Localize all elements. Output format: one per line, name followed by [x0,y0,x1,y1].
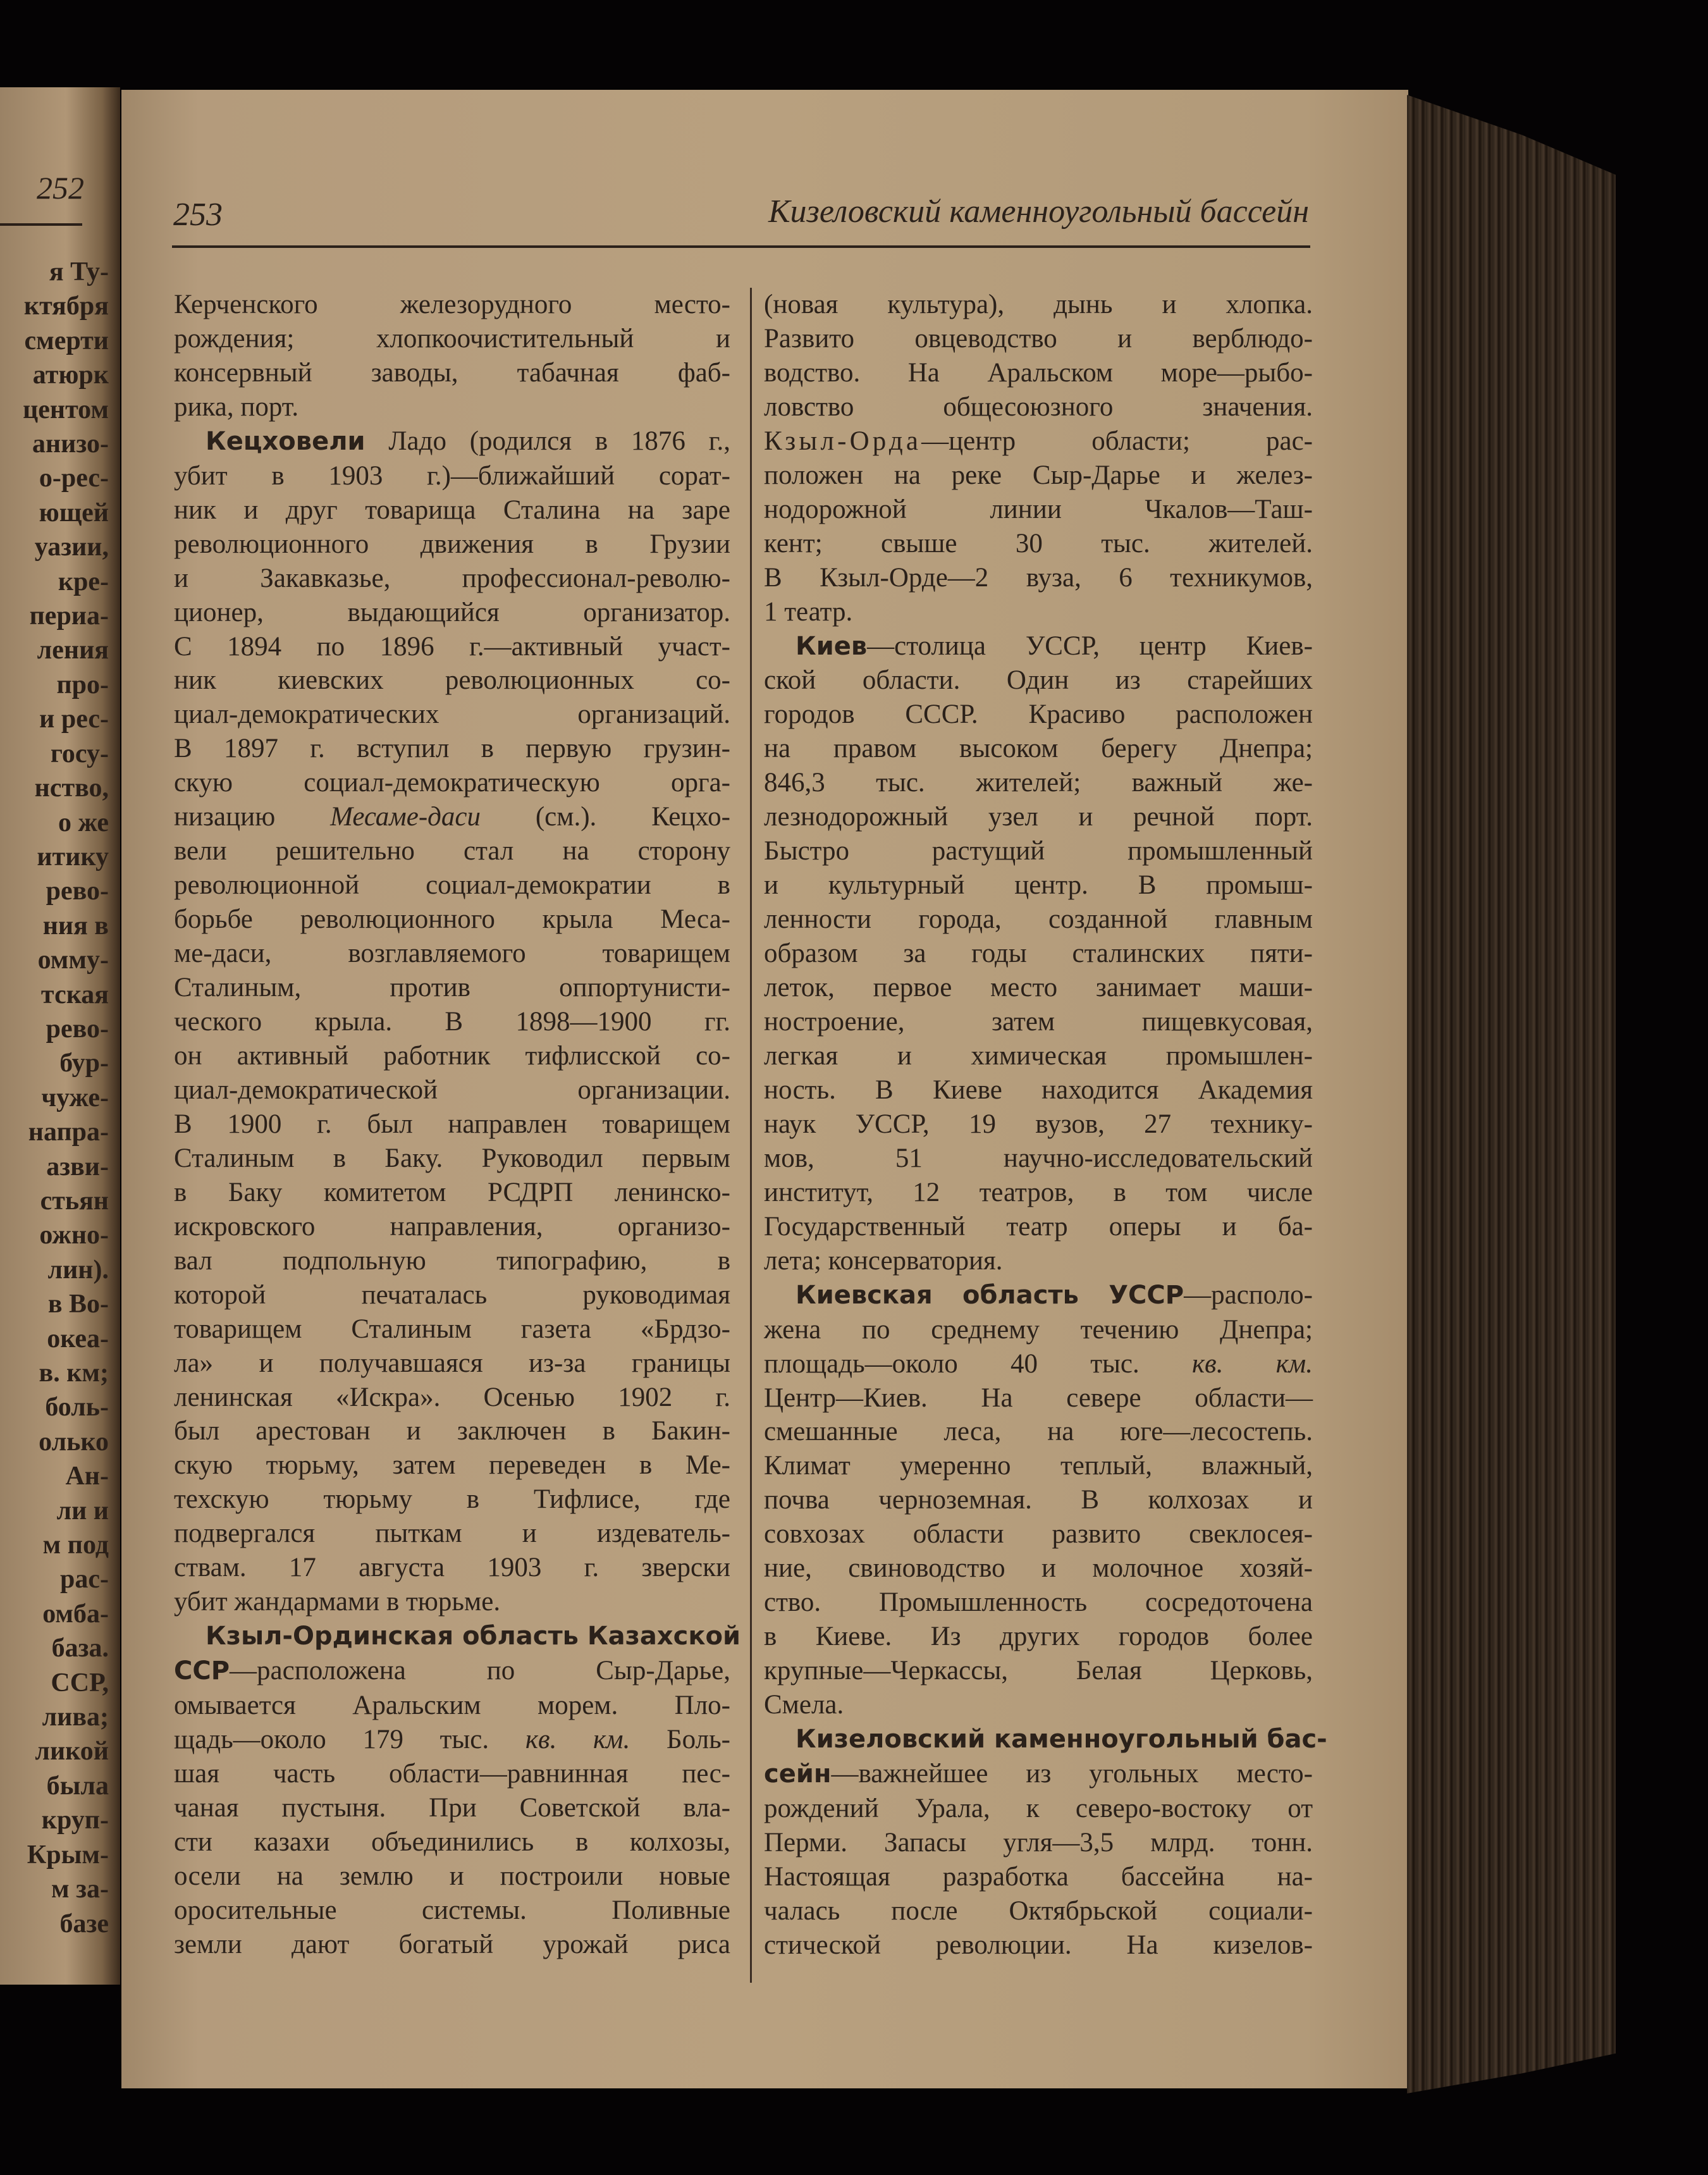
line-text: ник и друг товарища Сталина на заре [174,495,730,525]
left-column [174,288,740,1962]
left-page-fragment: рас- [60,1565,109,1594]
left-page-fragment: в. км; [39,1359,109,1388]
line-text: стической революции. На кизелов- [764,1930,1313,1960]
line-text: лета; консерватория. [764,1245,1003,1276]
text-line [174,1825,730,1859]
line-text: оросительные системы. Поливные [174,1895,730,1925]
line-text: почва черноземная. В колхозах и [764,1485,1313,1515]
text-line [764,1210,1313,1244]
text-line [174,698,730,732]
text-line [764,1894,1313,1928]
line-text: циал-демократических организаций. [174,699,730,730]
line-text: ствам. 17 августа 1903 г. зверски [174,1553,730,1583]
entry-headword: Киев [796,631,868,661]
line-text: (новая культура), дынь и хлопка. [764,290,1313,319]
italic-text: кв. км. [1191,1348,1313,1379]
text-line [174,1312,730,1346]
left-page-fragment: смерти [24,326,109,355]
text-line [174,356,730,390]
line-text: лезнодорожный узел и речной порт. [764,802,1313,832]
left-page-fragment: ожно- [39,1221,109,1250]
line-text: убит жандармами в тюрьме. [174,1587,501,1617]
text-line [174,527,730,562]
running-title: Кизеловский каменноугольный бассейн [768,194,1309,230]
right-column [764,288,1327,1962]
text-line [764,1107,1313,1142]
text-line [764,868,1313,903]
left-page-fragment: океа- [47,1324,109,1353]
left-page-fragment: омму- [37,946,109,975]
left-page-fragment: бур- [59,1049,109,1078]
text-line [174,1723,730,1757]
line-text: —располо- [1184,1279,1313,1310]
left-page-fragment: ющей [39,498,109,527]
text-line [764,322,1313,356]
text-line [764,1176,1313,1210]
text-line [174,1551,730,1585]
line-text: леток, первое место занимает маши- [764,973,1313,1003]
line-text: —расположена по Сыр-Дарье, [230,1656,730,1686]
text-line [174,766,730,800]
text-line [764,903,1313,937]
line-text: низацию [174,802,331,832]
left-page-fragment: круп- [41,1806,109,1835]
line-text: вал подпольную типографию, в [174,1245,730,1276]
line-text: скую социал-демократическую орга- [174,768,730,798]
line-text: смешанные леса, на юге—лесостепь. [764,1417,1313,1447]
text-line [174,390,730,424]
page-number: 253 [173,197,223,233]
left-page-fragment: чуже- [41,1083,109,1112]
line-text: образом за годы сталинских пяти- [764,939,1313,969]
text-line [764,1278,1313,1313]
line-text: ческого крыла. В 1898—1900 гг. [174,1007,730,1037]
left-page-fragment: стьян [40,1186,109,1216]
line-text: кент; свыше 30 тыс. жителей. [764,528,1313,558]
entry-headword: Киевская область УССР [796,1280,1184,1310]
entry-headword: сейн [764,1759,832,1789]
text-line [174,1107,730,1142]
line-text: С 1894 по 1896 г.—активный участ- [174,631,730,662]
line-text: рождений Урала, к северо-востоку от [764,1793,1313,1823]
text-line [764,1142,1313,1176]
text-line [174,1176,730,1210]
text-line [174,1482,730,1517]
line-text: революционной социал-демократии в [174,870,730,901]
text-line [764,390,1313,424]
text-line [764,937,1313,971]
entry-headword: ССР [174,1656,230,1686]
left-page-fragment: атюрк [32,360,109,390]
text-line [174,1142,730,1176]
line-text: ционер, выдающийся организатор. [174,597,730,627]
left-page-fragment: центом [23,395,109,424]
line-text: ла» и получавшаяся из-за границы [174,1348,730,1378]
text-line [764,1586,1313,1620]
left-page-fragment: и рес- [39,705,109,734]
line-text: чалась после Октябрьской социали- [764,1895,1313,1926]
text-line [764,1551,1313,1586]
line-text: борьбе революционного крыла Меса- [174,904,730,935]
line-text: консервный заводы, табачная фаб- [174,357,730,388]
line-text: ленности города, созданной главным [764,904,1313,935]
line-text: жена по среднему течению Днепра; [764,1314,1313,1345]
left-page-fragment: ния в [42,911,109,940]
text-line [764,971,1313,1005]
text-line [764,459,1313,493]
line-text: был арестован и заключен в Бакин- [174,1416,730,1446]
left-page-fragment: рево- [46,877,109,906]
left-page-fragment: ления [37,636,109,665]
text-line [764,561,1313,595]
line-text: рождения; хлопкоочистительный и [174,323,730,354]
line-text: сти казахи объединились в колхозы, [174,1827,730,1857]
text-line [174,459,730,493]
text-line [174,1517,730,1551]
line-text: (см.). Кецхо- [481,802,730,832]
line-text: ность. В Киеве находится Академия [764,1075,1313,1105]
left-page-fragment: база. [51,1634,109,1663]
text-line [174,288,730,322]
line-text: положен на реке Сыр-Дарье и желез- [764,460,1313,490]
left-page-edge [0,87,120,1985]
line-text: В Кзыл-Орде—2 вуза, 6 техникумов, [764,562,1313,593]
text-line [174,1414,730,1448]
text-line [174,1654,730,1689]
text-line [764,663,1313,698]
left-page-fragment: была [46,1771,109,1801]
line-text: площадь—около 40 тыс. [764,1348,1192,1379]
text-line [174,1244,730,1278]
line-text: на правом высоком берегу Днепра; [764,734,1313,764]
line-text: рика, порт. [174,391,299,422]
line-text: осели на землю и построили новые [174,1861,730,1891]
line-text: —столица УССР, центр Киев- [867,631,1313,661]
text-line [174,1757,730,1791]
left-page-fragment: итику [37,842,109,872]
text-line [764,1415,1313,1449]
left-page-fragment: базе [59,1909,109,1938]
text-line [764,595,1313,629]
text-line [764,629,1313,664]
line-text: циал-демократической организации. [174,1075,730,1105]
text-line [764,1928,1313,1962]
text-line [764,424,1313,459]
spaced-name: Кзыл-Орда [764,426,922,456]
left-page-fragment: про- [56,670,109,699]
text-line [764,1826,1313,1860]
left-page-fragment: тская [40,980,109,1009]
line-text: ние, свиноводство и молочное хозяй- [764,1553,1313,1584]
text-line [174,1928,730,1962]
line-text: он активный работник тифлисской со- [174,1040,730,1071]
entry-headword: Кзыл-Ординская область Казахской [206,1622,740,1651]
line-text: шая часть области—равнинная пес- [174,1758,730,1789]
left-page-fragment: рево- [46,1014,109,1044]
left-page-fragment: о-рес- [39,464,109,493]
left-page-fragment: напра- [28,1118,109,1147]
text-line [764,1347,1313,1381]
line-text: Быстро растущий промышленный [764,836,1313,866]
text-line [764,1860,1313,1894]
line-text: ской области. Один из старейших [764,665,1313,696]
text-line [764,1722,1327,1757]
line-text: земли дают богатый урожай риса [174,1929,730,1959]
line-text: городов СССР. Красиво расположен [764,699,1313,730]
text-line [764,1654,1313,1688]
text-line [174,1039,730,1073]
text-line [174,1210,730,1244]
text-line [174,1619,740,1654]
text-line [174,834,730,868]
line-text: и культурный центр. В промыш- [764,870,1313,901]
left-page-fragment: м под [42,1531,109,1560]
left-page-fragment: омба- [42,1599,109,1629]
text-line [764,766,1313,800]
text-line [174,1448,730,1482]
line-text: —важнейшее из угольных место- [831,1758,1313,1789]
line-text: которой печаталась руководимая [174,1279,730,1310]
text-line [764,834,1313,868]
italic-text: кв. км. [525,1725,630,1755]
line-text: убит в 1903 г.)—ближайший сорат- [174,460,730,491]
text-line [764,1313,1313,1347]
left-page-fragment: нство, [34,773,109,803]
text-line [174,630,730,664]
left-page-number: 252 [37,170,84,206]
text-line [764,1381,1313,1415]
line-text: Сталиным, против оппортунисти- [174,973,730,1003]
left-page-fragment: анизо- [32,429,109,459]
italic-text: Месаме-даси [330,802,481,832]
left-page-fragment: ССР, [51,1668,109,1697]
line-text: совхозах области развито свеклосея- [764,1519,1313,1550]
text-line [174,903,730,937]
line-text: наук УССР, 19 вузов, 27 техникy- [764,1109,1313,1139]
line-text: ловство общесоюзного значения. [764,391,1313,422]
text-line [174,596,730,630]
text-line [174,1346,730,1381]
line-text: В 1900 г. был направлен товарищем [174,1109,730,1139]
line-text: скую тюрьму, затем переведен в Ме- [174,1450,730,1481]
line-text: нодорожной линии Чкалов—Таш- [764,494,1313,524]
left-page-fragment: азви- [46,1152,109,1181]
line-text: Смела. [764,1690,844,1720]
text-line [174,1791,730,1825]
line-text: техскую тюрьму в Тифлисе, где [174,1484,730,1515]
left-header-rule [0,223,82,226]
text-line [764,1244,1313,1278]
line-text: вели решительно стал на сторону [174,836,730,866]
left-page-fragment: Крым- [27,1840,109,1870]
left-page-fragment: кре- [58,567,109,596]
left-page-fragment: боль- [45,1393,109,1422]
left-page-fragment: периа- [29,601,109,631]
line-text: ме-даси, возглавляемого товарищем [174,939,730,969]
line-text: Ладо (родился в 1876 г., [365,426,730,456]
text-line [174,732,730,766]
text-line [764,356,1313,390]
text-line [174,1005,730,1039]
text-line [764,1688,1313,1722]
line-text: в Баку комитетом РСДРП ленинско- [174,1177,730,1207]
text-line [764,800,1313,834]
left-page-fragment: лин). [47,1255,109,1285]
text-line [174,1585,730,1619]
line-text: революционного движения в Грузии [174,529,730,559]
line-text: В 1897 г. вступил в первую грузин- [174,734,730,764]
line-text: Климат умеренно теплый, влажный, [764,1451,1313,1481]
left-page-fragment: Ан- [65,1462,109,1491]
line-text: —центр области; рас- [921,426,1313,456]
text-line [174,562,730,596]
column-divider [750,288,752,1983]
line-text: ностроение, затем пищевкусовая, [764,1007,1313,1037]
line-text: чаная пустыня. При Советской вла- [174,1792,730,1823]
line-text: Настоящая разработка бассейна на- [764,1861,1313,1892]
text-line [764,1039,1313,1073]
book-page-edges [1407,95,1616,2093]
text-line [764,288,1313,322]
line-text: Государственный театр оперы и ба- [764,1211,1313,1242]
line-text: Керченского железорудного место- [174,290,730,319]
line-text: товарищем Сталиным газета «Брдзо- [174,1314,730,1344]
left-page-fragment: лива; [42,1703,109,1732]
line-text: в Киеве. Из других городов более [764,1622,1313,1652]
left-page-fragment: в Во- [47,1290,109,1319]
line-text: крупные—Черкассы, Белая Церковь, [764,1656,1313,1686]
text-line [764,1073,1313,1107]
line-text: 846,3 тыс. жителей; важный же- [764,768,1313,798]
text-line [174,322,730,356]
text-line [764,1517,1313,1551]
entry-headword: Кизеловский каменноугольный бас- [796,1725,1327,1754]
entry-headword: Кецховели [206,426,366,456]
line-text: мов, 51 научно-исследовательский [764,1143,1313,1173]
text-line [174,493,730,527]
text-line [174,1689,730,1723]
line-text: институт, 12 театров, в том числе [764,1177,1313,1207]
header-rule [172,245,1310,248]
line-text: омывается Аральским морем. Пло- [174,1691,730,1721]
text-line [174,800,730,834]
text-line [764,1792,1313,1826]
text-line [764,493,1313,527]
text-line [764,1757,1313,1792]
text-line [764,1005,1313,1039]
line-text: Сталиным в Баку. Руководил первым [174,1143,730,1173]
line-text: подвергался пыткам и издеватель- [174,1519,730,1549]
left-page-fragment: олько [39,1427,109,1457]
left-page-fragment: м за- [51,1875,109,1904]
text-line [174,937,730,971]
text-line [764,527,1313,561]
line-text: щадь—около 179 тыс. [174,1725,525,1755]
line-text: ленинская «Искра». Осенью 1902 г. [174,1382,730,1412]
line-text: легкая и химическая промышлен- [764,1040,1313,1071]
line-text: Центр—Киев. На севере области— [764,1383,1313,1413]
text-line [174,1381,730,1415]
text-line [764,698,1313,732]
text-line [174,971,730,1005]
left-page-fragment: ктября [23,292,109,321]
line-text: 1 театр. [764,596,853,627]
line-text: Перми. Запасы угля—3,5 млрд. тонн. [764,1827,1313,1858]
text-line [764,1620,1313,1654]
line-text: ник киевских революционных со- [174,665,730,696]
line-text: Боль- [630,1725,731,1755]
text-line [764,732,1313,766]
left-page-fragment: ли и [56,1496,109,1525]
text-line [174,1894,730,1928]
line-text: Развито овцеводство и верблюдо- [764,323,1313,354]
line-text: и Закавказье, профессионал-револю- [174,563,730,593]
text-line [174,424,730,459]
text-line [174,1278,730,1312]
text-line [174,1859,730,1894]
left-page-fragment: уазии, [34,533,109,562]
left-page-fragment: о же [58,808,109,837]
line-text: водство. На Аральском море—рыбо- [764,357,1313,388]
text-line [174,663,730,698]
left-page-fragment: госу- [50,739,109,768]
text-line [174,1073,730,1107]
text-line [764,1449,1313,1483]
text-line [174,868,730,903]
text-line [764,1483,1313,1517]
left-page-text-fragments [23,255,109,1941]
left-page-fragment: я Ту- [49,257,109,287]
left-page-fragment: ликой [35,1737,109,1766]
line-text: искровского направления, организо- [174,1211,730,1242]
line-text: ство. Промышленность сосредоточена [764,1587,1313,1618]
